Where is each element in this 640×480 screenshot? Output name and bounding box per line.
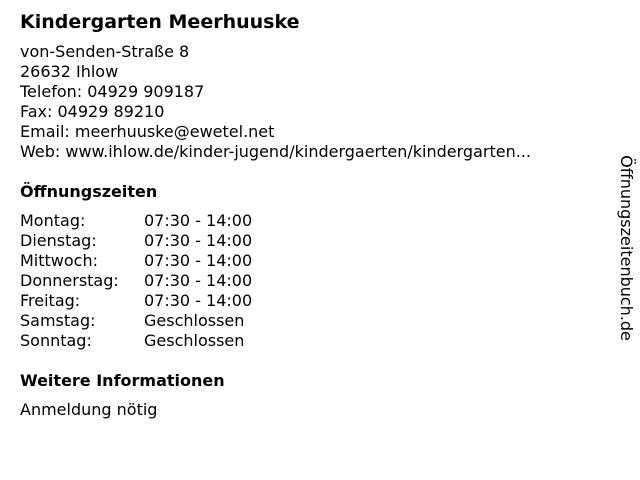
- opening-hours-table: [20, 211, 600, 351]
- hours-time: Geschlossen: [144, 311, 245, 330]
- hours-day: Montag:: [20, 211, 86, 230]
- email-line: Email: meerhuuske@ewetel.net: [20, 122, 275, 141]
- brand-watermark: Öffnungszeitenbuch.de: [617, 155, 636, 341]
- hours-row-monday: [20, 211, 600, 231]
- hours-row-tuesday: [20, 231, 600, 251]
- contact-info: [20, 42, 600, 162]
- content: [20, 10, 600, 420]
- hours-time: 07:30 - 14:00: [144, 231, 253, 250]
- further-info-text: Anmeldung nötig: [20, 400, 158, 419]
- fax-line: Fax: 04929 89210: [20, 102, 165, 121]
- hours-day: Dienstag:: [20, 231, 97, 250]
- hours-day: Sonntag:: [20, 331, 92, 350]
- hours-time: 07:30 - 14:00: [144, 211, 253, 230]
- hours-row-wednesday: [20, 251, 600, 271]
- hours-row-friday: [20, 291, 600, 311]
- hours-time: Geschlossen: [144, 331, 245, 350]
- address-city: 26632 Ihlow: [20, 62, 119, 81]
- address-street: von-Senden-Straße 8: [20, 42, 190, 61]
- hours-row-thursday: [20, 271, 600, 291]
- hours-day: Samstag:: [20, 311, 96, 330]
- web-line: Web: www.ihlow.de/kinder-jugend/kindergaerten/kindergarten...: [20, 142, 531, 161]
- hours-day: Donnerstag:: [20, 271, 119, 290]
- hours-time: 07:30 - 14:00: [144, 271, 253, 290]
- hours-time: 07:30 - 14:00: [144, 251, 253, 270]
- phone-line: Telefon: 04929 909187: [20, 82, 205, 101]
- hours-row-sunday: [20, 331, 600, 351]
- hours-time: 07:30 - 14:00: [144, 291, 253, 310]
- opening-hours-heading: Öffnungszeiten: [20, 182, 158, 201]
- hours-day: Mittwoch:: [20, 251, 98, 270]
- page-title: Kindergarten Meerhuuske: [20, 11, 300, 33]
- hours-day: Freitag:: [20, 291, 81, 310]
- hours-row-saturday: [20, 311, 600, 331]
- further-info-heading: Weitere Informationen: [20, 371, 225, 390]
